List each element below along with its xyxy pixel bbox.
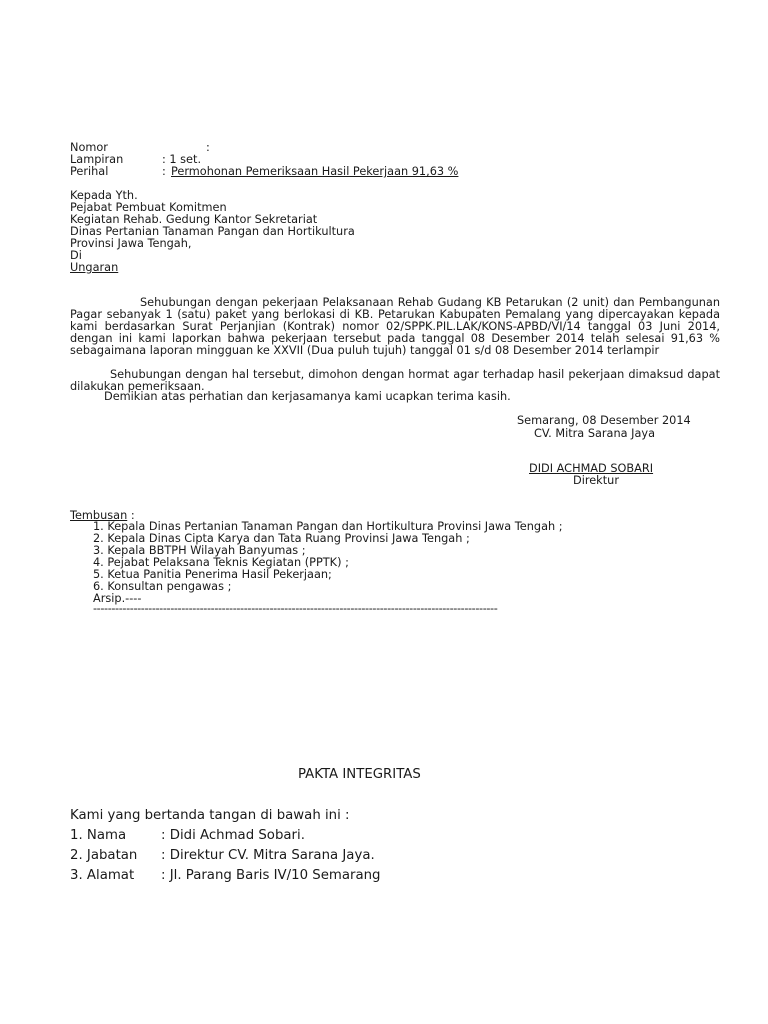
pakta-row-label: 2. Jabatan [70, 848, 138, 863]
tembusan-item: 5. Ketua Panitia Penerima Hasil Pekerjaan; [93, 568, 332, 581]
place-date: Semarang, 08 Desember 2014 [517, 414, 691, 427]
recipient-line: Provinsi Jawa Tengah, [70, 237, 192, 250]
body-paragraph-1: Sehubungan dengan pekerjaan Pelaksanaan Rehab Gudang KB Petarukan (2 unit) dan Pembangunan Pagar sebanyak 1 (satu) paket yang berlokasi di KB. Petarukan Kabupaten Pemalang yang dipercayakan kepada kami berdasarkan Surat Perjanjian (Kontrak) nomor 02/SPPK.PIL.LAK/KONS-APBD/VI/14 tanggal 03 Juni 2014, dengan ini kami laporkan bahwa pekerjaan tersebut pada tanggal 08 Desember 2014 telah selesai 91,63 % sebagaimana laporan mingguan ke XXVII (Dua puluh tujuh) tanggal 01 s/d 08 Desember 2014 terlampir [70, 296, 720, 357]
recipient-line: Kegiatan Rehab. Gedung Kantor Sekretariat [70, 213, 318, 226]
perihal-label: Perihal [70, 165, 109, 178]
tembusan-item: 6. Konsultan pengawas ; [93, 580, 232, 593]
pakta-intro: Kami yang bertanda tangan di bawah ini : [70, 808, 350, 823]
tembusan-item: 3. Kepala BBTPH Wilayah Banyumas ; [93, 544, 306, 557]
pakta-row-value: : Direktur CV. Mitra Sarana Jaya. [161, 848, 375, 863]
pakta-row-label: 1. Nama [70, 828, 127, 843]
nomor-label: Nomor [70, 141, 108, 154]
dashed-divider: -------------------------------------------------------------------------------------------------------------- [93, 602, 498, 615]
lampiran-value: : 1 set. [162, 153, 202, 166]
tembusan-colon: : [127, 509, 135, 522]
signatory-name: DIDI ACHMAD SOBARI [529, 462, 654, 475]
pakta-title: PAKTA INTEGRITAS [298, 767, 421, 782]
lampiran-label: Lampiran [70, 153, 124, 166]
pakta-row-label: 3. Alamat [70, 868, 135, 883]
company-name: CV. Mitra Sarana Jaya [534, 427, 656, 440]
body-paragraph-3: Demikian atas perhatian dan kerjasamanya kami ucapkan terima kasih. [104, 390, 511, 403]
perihal-colon: : [162, 165, 166, 178]
nomor-colon: : [206, 141, 210, 154]
pakta-row-value: : Didi Achmad Sobari. [161, 828, 305, 843]
recipient-line: Pejabat Pembuat Komitmen [70, 201, 227, 214]
signatory-title: Direktur [573, 474, 619, 487]
tembusan-label: Tembusan [70, 509, 128, 522]
recipient-line: Dinas Pertanian Tanaman Pangan dan Hortikultura [70, 225, 355, 238]
recipient-city: Ungaran [70, 261, 119, 274]
recipient-line: Kepada Yth. [70, 189, 138, 202]
tembusan-item: 4. Pejabat Pelaksana Teknis Kegiatan (PPTK) ; [93, 556, 349, 569]
tembusan-item: 2. Kepala Dinas Cipta Karya dan Tata Ruang Provinsi Jawa Tengah ; [93, 532, 470, 545]
tembusan-item: 1. Kepala Dinas Pertanian Tanaman Pangan dan Hortikultura Provinsi Jawa Tengah ; [93, 520, 563, 533]
tembusan-item: Arsip.---- [93, 592, 142, 605]
pakta-row-value: : Jl. Parang Baris IV/10 Semarang [161, 868, 381, 883]
recipient-line: Di [70, 249, 82, 262]
body-paragraph-2: Sehubungan dengan hal tersebut, dimohon dengan hormat agar terhadap hasil pekerjaan dimaksud dapat dilakukan pemeriksaan. [70, 368, 720, 393]
perihal-value: Permohonan Pemeriksaan Hasil Pekerjaan 91,63 % [171, 165, 459, 178]
